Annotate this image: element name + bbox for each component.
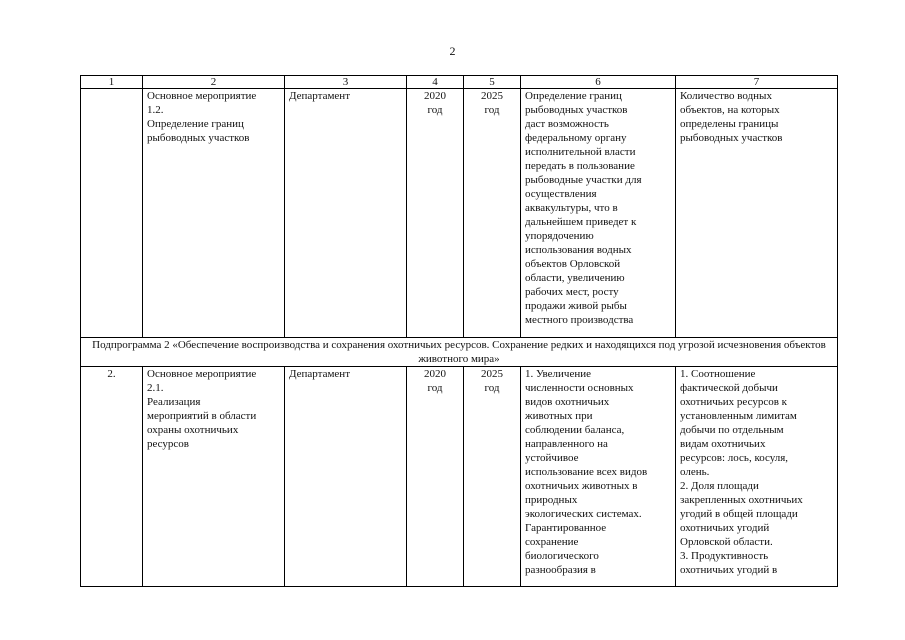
header-cell-6: 6 — [521, 76, 676, 89]
header-cell-3: 3 — [285, 76, 407, 89]
program-table — [80, 75, 838, 587]
table-row — [81, 89, 838, 338]
table-row — [81, 367, 838, 587]
page-number: 2 — [449, 44, 456, 58]
executor-cell: Департамент — [285, 367, 407, 587]
measure-name-cell: Основное мероприятие 1.2. Определение границ рыбоводных участков — [143, 89, 285, 338]
expected-result-cell: Определение границ рыбоводных участков даст возможность федеральному органу исполнительной власти передать в пользование рыбоводные участки для осуществления аквакультуры, что в дальнейшем приведет к упорядочению использования водных объектов Орловской области, увеличению рабочих мест, росту продажи живой рыбы местного производства — [521, 89, 676, 338]
header-cell-4: 4 — [407, 76, 464, 89]
header-cell-5: 5 — [464, 76, 521, 89]
end-year-cell: 2025 год — [464, 367, 521, 587]
row-number-cell — [81, 89, 143, 338]
header-cell-7: 7 — [676, 76, 838, 89]
end-year-cell: 2025 год — [464, 89, 521, 338]
executor-cell: Департамент — [285, 89, 407, 338]
subprogram-title: Подпрограмма 2 «Обеспечение воспроизводства и сохранения охотничьих ресурсов. Сохранение редких и находящихся под угрозой исчезновения объектов животного мира» — [81, 338, 838, 367]
subprogram-row — [81, 338, 838, 367]
indicator-cell: 1. Соотношение фактической добычи охотничьих ресурсов к установленным лимитам добычи по отдельным видам охотничьих ресурсов: лось, косуля, олень. 2. Доля площади закрепленных охотничьих угодий в общей площади охотничьих угодий Орловской области. 3. Продуктивность охотничьих угодий в — [676, 367, 838, 587]
start-year-cell: 2020 год — [407, 367, 464, 587]
header-cell-2: 2 — [143, 76, 285, 89]
expected-result-cell: 1. Увеличение численности основных видов охотничьих животных при соблюдении баланса, направленного на устойчивое использование всех видов охотничьих животных в природных экологических системах. Гарантированное сохранение биологического разнообразия в — [521, 367, 676, 587]
indicator-cell: Количество водных объектов, на которых определены границы рыбоводных участков — [676, 89, 838, 338]
header-row — [81, 76, 838, 89]
measure-name-cell: Основное мероприятие 2.1. Реализация мероприятий в области охраны охотничьих ресурсов — [143, 367, 285, 587]
row-number-cell: 2. — [81, 367, 143, 587]
start-year-cell: 2020 год — [407, 89, 464, 338]
header-cell-1: 1 — [81, 76, 143, 89]
